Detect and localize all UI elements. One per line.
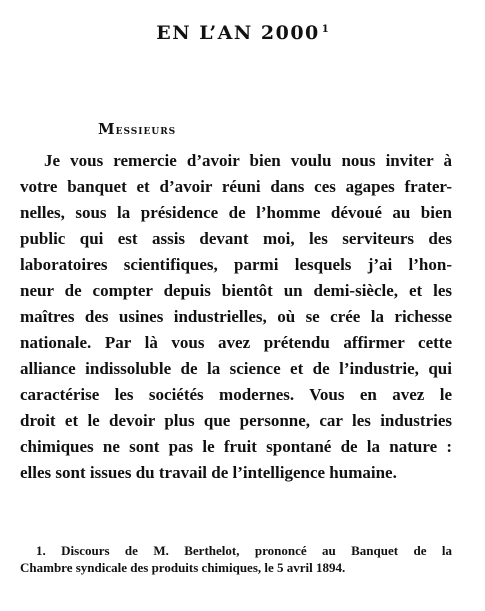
- title-text: EN L’AN 2000: [156, 22, 320, 44]
- body-line: elles sont issues du travail de l’intelligence humaine.: [20, 463, 397, 482]
- body-paragraph: [20, 148, 452, 486]
- salutation-rest: essieurs: [115, 123, 177, 138]
- footnote-line: 1. Discours de M. Berthelot, prononcé au Banquet de la: [36, 543, 452, 558]
- body-line: nationale. Par là vous avez prétendu affirmer cette: [20, 333, 452, 352]
- page-title: [0, 22, 485, 44]
- body-line: droit et le devoir plus que personne, car les industries: [20, 411, 452, 430]
- footnote-marker: 1: [321, 24, 329, 35]
- body-line: alliance indissoluble de la science et de l’industrie, qui: [20, 359, 452, 378]
- body-line: Je vous remercie d’avoir bien voulu nous inviter à: [44, 151, 452, 170]
- footnote: [20, 542, 452, 576]
- body-line: laboratoires scientifiques, parmi lesquels j’ai l’hon-: [20, 255, 452, 274]
- salutation: [98, 120, 176, 138]
- salutation-initial: M: [98, 120, 116, 138]
- body-line: public qui est assis devant moi, les serviteurs des: [20, 229, 452, 248]
- body-line: maîtres des usines industrielles, où se crée la richesse: [20, 307, 452, 326]
- body-line: caractérise les sociétés modernes. Vous en avez le: [20, 385, 452, 404]
- body-line: votre banquet et d’avoir réuni dans ces agapes frater-: [20, 177, 452, 196]
- body-line: neur de compter depuis bientôt un demi-siècle, et les: [20, 281, 452, 300]
- body-line: chimiques ne sont pas le fruit spontané de la nature :: [20, 437, 452, 456]
- footnote-line: Chambre syndicale des produits chimiques, le 5 avril 1894.: [20, 560, 346, 575]
- body-line: nelles, sous la présidence de l’homme dévoué au bien: [20, 203, 452, 222]
